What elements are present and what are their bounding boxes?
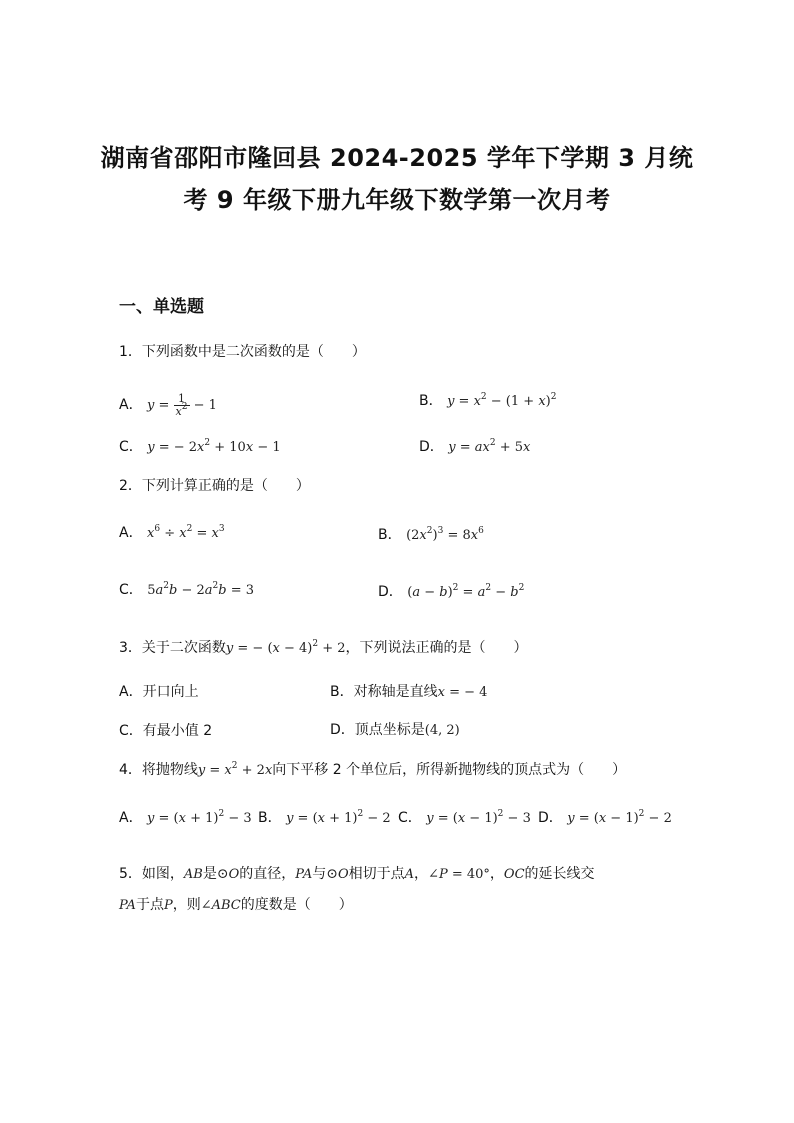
document-title-line-2: 考 9 年级下册九年级下数学第一次月考	[183, 186, 611, 214]
formula: x = − 4	[437, 685, 488, 700]
formula: P	[163, 898, 173, 913]
question-2-option-c	[119, 580, 254, 601]
option-label: D．	[419, 439, 444, 455]
question-4-option-b	[258, 808, 391, 829]
question-1-option-d	[419, 437, 530, 458]
formula: $y = x^2 + 2x$	[197, 761, 273, 778]
formula: y = $\frac{1}{x^2}$ − 1	[147, 392, 217, 418]
stem-text: 的度数是（ ）	[240, 897, 353, 913]
option-label: D．	[538, 810, 563, 826]
stem-text: 于点	[135, 897, 164, 913]
option-label: A．	[119, 397, 143, 413]
question-3-option-b	[330, 682, 487, 703]
stem-text: 相切于点	[348, 866, 405, 882]
question-3-option-d	[330, 720, 460, 741]
stem-text: ，则	[172, 897, 201, 913]
option-label: A．	[119, 810, 143, 826]
formula: OC	[503, 867, 525, 882]
formula: PA	[295, 867, 313, 882]
stem-text: 是	[202, 866, 217, 882]
question-1-stem: 1．下列函数中是二次函数的是（ ）	[119, 344, 366, 360]
option-label: A．	[119, 525, 143, 541]
option-text: B．对称轴是直线	[330, 684, 438, 700]
formula: $(2x^2)^3 = 8x^6$	[406, 526, 484, 543]
question-5-stem-line-2	[119, 895, 353, 916]
stem-text: ，下列说法正确的是（ ）	[345, 640, 528, 656]
stem-text: 的延长线交	[524, 866, 595, 882]
question-2-option-d	[378, 582, 524, 603]
formula: $y = (x + 1)^2 - 2$	[286, 809, 391, 826]
formula: AB	[183, 867, 203, 882]
formula: y = − $2x^2 + 10x - 1$	[147, 438, 281, 455]
option-label: D．	[378, 584, 403, 600]
question-1-option-c	[119, 437, 281, 458]
option-label: C．	[119, 439, 143, 455]
option-label: B．	[419, 393, 443, 409]
question-2-option-b	[378, 525, 484, 546]
formula: (4, 2)	[424, 723, 460, 738]
stem-text: 5．如图，	[119, 866, 184, 882]
formula: A	[404, 867, 415, 882]
stem-text: 4．将抛物线	[119, 762, 198, 778]
question-5-stem-line-1	[119, 864, 595, 885]
option-label: C．	[398, 810, 422, 826]
formula: $y = x^2 - (1 + x)^2$	[447, 392, 557, 409]
formula: y = − $(x - 4)^2 + 2$	[225, 639, 346, 656]
formula: $(a - b)^2 = a^2 - b^2$	[407, 583, 525, 600]
formula: ∠ABC	[200, 898, 241, 913]
formula: PA	[119, 898, 136, 913]
stem-text: ，	[414, 866, 429, 882]
formula: $y = (x + 1)^2 - 3$	[147, 809, 252, 826]
option-text: D．顶点坐标是	[330, 722, 425, 738]
question-4-option-d	[538, 808, 672, 829]
formula: $y = (x - 1)^2 - 3$	[426, 809, 531, 826]
section-heading: 一、单选题	[119, 297, 204, 317]
question-4-option-a	[119, 808, 252, 829]
stem-text: 向下平移 2 个单位后，所得新抛物线的顶点式为（ ）	[272, 762, 627, 778]
formula: ∠P = 40°	[428, 867, 490, 882]
stem-text: 的直径，	[239, 866, 296, 882]
question-1-option-b	[419, 391, 556, 412]
stem-text: 3．关于二次函数	[119, 640, 226, 656]
question-3-stem	[119, 638, 528, 659]
formula: $5a^2b - 2a^2b = 3$	[147, 581, 255, 598]
formula: ⊙O	[216, 866, 240, 882]
question-4-option-c	[398, 808, 531, 829]
stem-text: 与	[312, 866, 327, 882]
question-2-option-a	[119, 523, 225, 544]
formula: $y = (x - 1)^2 - 2$	[567, 809, 672, 826]
option-label: C．	[119, 582, 143, 598]
option-label: B．	[378, 527, 402, 543]
question-3-option-a: A．开口向上	[119, 684, 199, 700]
formula: $y = ax^2 + 5x$	[448, 438, 531, 455]
question-2-stem: 2．下列计算正确的是（ ）	[119, 478, 310, 494]
question-4-stem	[119, 760, 626, 781]
formula: ⊙O	[326, 866, 349, 882]
question-1-option-a	[119, 393, 217, 418]
document-title-line-1: 湖南省邵阳市隆回县 2024-2025 学年下学期 3 月统	[100, 144, 694, 172]
formula: $x^6 \div x^2 = x^3$	[147, 524, 225, 541]
option-label: B．	[258, 810, 282, 826]
question-3-option-c: C．有最小值 2	[119, 723, 213, 739]
stem-text: ，	[489, 866, 504, 882]
